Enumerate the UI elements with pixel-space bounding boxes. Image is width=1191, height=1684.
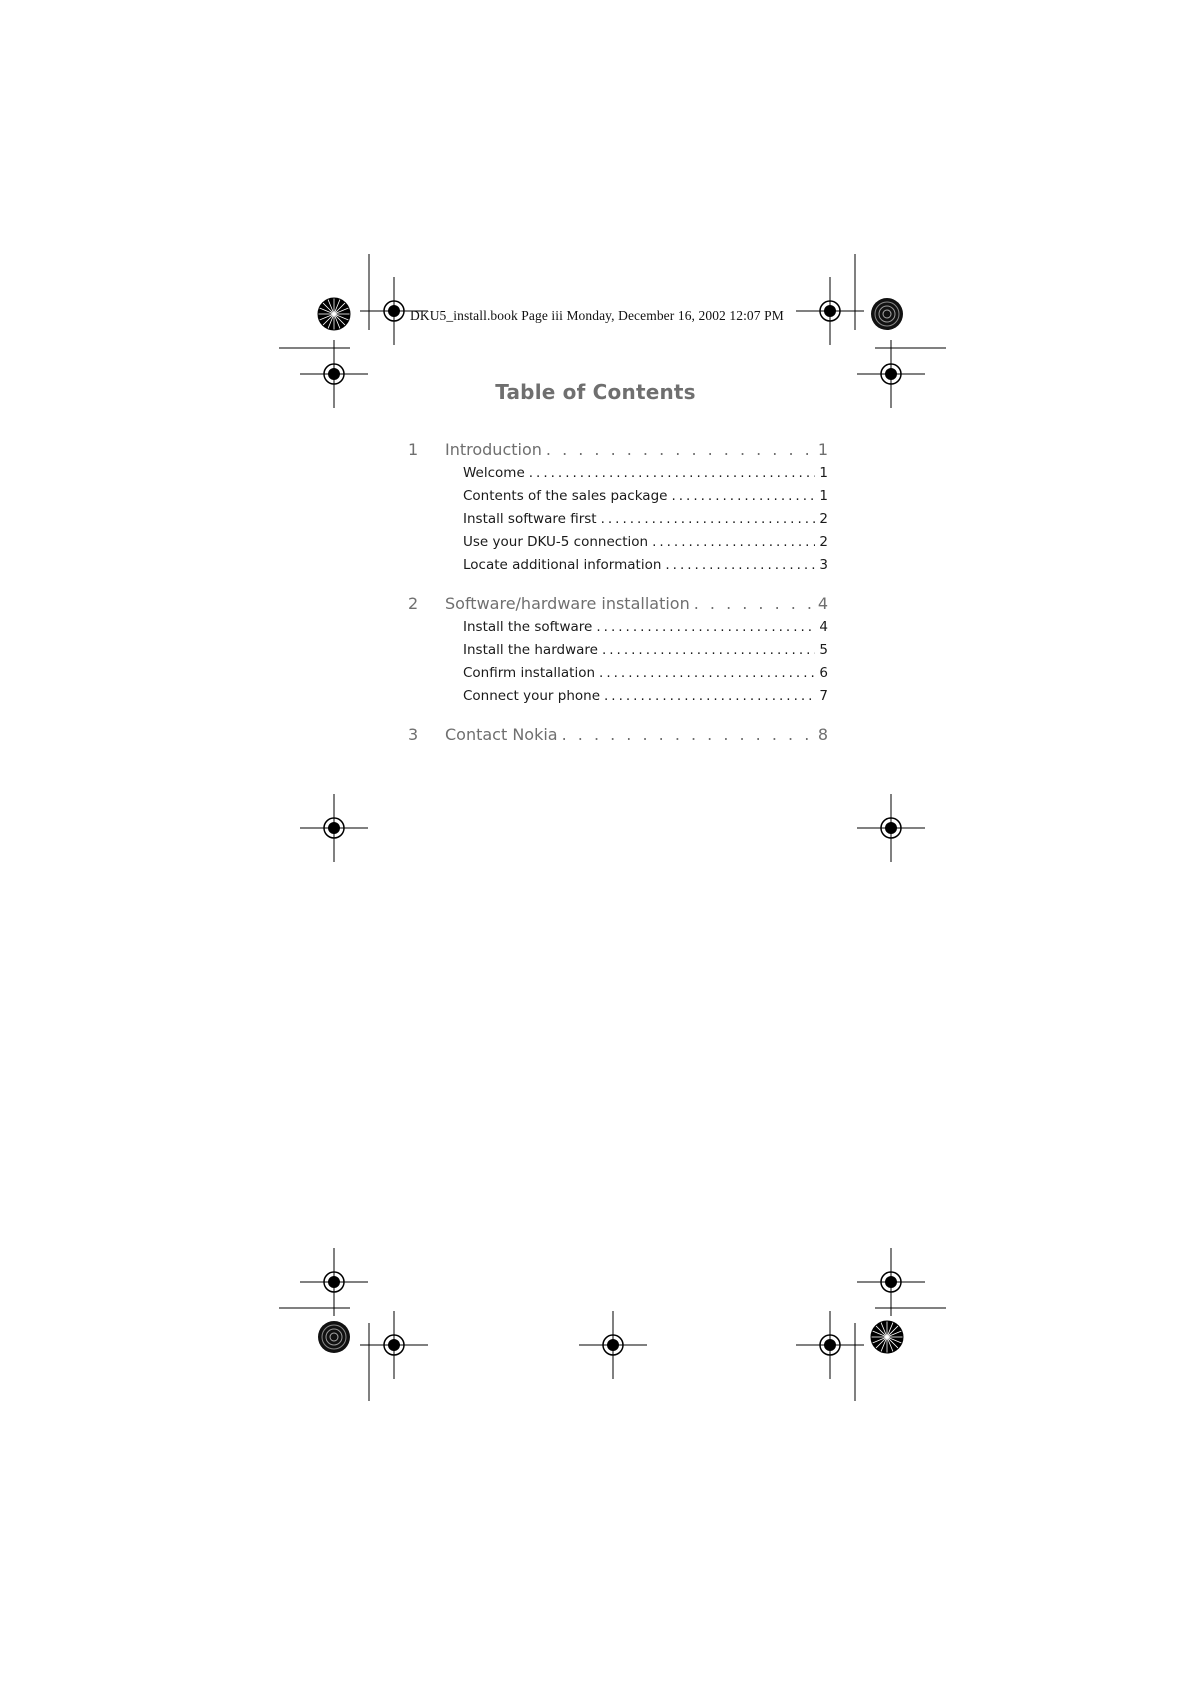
- toc-section-entry[interactable]: [408, 534, 828, 557]
- section-title: Install software first: [463, 511, 597, 527]
- toc-section-entry[interactable]: [408, 688, 828, 711]
- color-ring-bottom-left: [318, 1321, 350, 1353]
- dot-leader: [602, 642, 815, 658]
- page-number: 1: [819, 488, 828, 504]
- section-title: Locate additional information: [463, 557, 662, 573]
- page-number: 4: [819, 619, 828, 635]
- color-ring-top-right: [871, 298, 903, 330]
- toc-chapter-entry[interactable]: [408, 725, 828, 750]
- toc-section-entry[interactable]: [408, 557, 828, 580]
- toc-section-entry[interactable]: [408, 488, 828, 511]
- section-title: Connect your phone: [463, 688, 601, 704]
- chapter-number: 2: [408, 594, 419, 613]
- dot-leader: [562, 725, 814, 744]
- toc-section-entry[interactable]: [408, 619, 828, 642]
- table-of-contents: [408, 440, 828, 764]
- chapter-number: 3: [408, 725, 419, 744]
- section-title: Contents of the sales package: [463, 488, 668, 504]
- toc-section-entry[interactable]: [408, 665, 828, 688]
- dot-leader: [652, 534, 815, 550]
- toc-section-entry[interactable]: [408, 465, 828, 488]
- page-number: 4: [817, 594, 828, 613]
- chapter-title: Introduction: [445, 440, 542, 459]
- toc-section-entry[interactable]: [408, 642, 828, 665]
- dot-leader: [671, 488, 815, 504]
- toc-chapter-entry[interactable]: [408, 594, 828, 619]
- dot-leader: [599, 665, 815, 681]
- toc-chapter: [408, 725, 828, 750]
- print-slug: DKU5_install.book Page iii Monday, December 16, 2002 12:07 PM: [410, 308, 784, 323]
- color-wheel-top-left: [318, 298, 350, 330]
- dot-leader: [529, 465, 816, 481]
- dot-leader: [596, 619, 815, 635]
- section-title: Use your DKU-5 connection: [463, 534, 649, 550]
- section-title: Install the software: [463, 619, 593, 635]
- page-number: 6: [819, 665, 828, 681]
- toc-chapter: [408, 594, 828, 711]
- page-number: 8: [817, 725, 828, 744]
- chapter-title: Software/hardware installation: [445, 594, 690, 613]
- page-number: 2: [819, 511, 828, 527]
- dot-leader: [546, 440, 814, 459]
- section-title: Confirm installation: [463, 665, 596, 681]
- page-number: 5: [819, 642, 828, 658]
- toc-section-entry[interactable]: [408, 511, 828, 534]
- section-title: Install the hardware: [463, 642, 598, 658]
- dot-leader: [665, 557, 815, 573]
- chapter-title: Contact Nokia: [445, 725, 558, 744]
- chapter-number: 1: [408, 440, 419, 459]
- toc-chapter: [408, 440, 828, 580]
- page-title: Table of Contents: [495, 380, 696, 404]
- dot-leader: [604, 688, 815, 704]
- page-number: 7: [819, 688, 828, 704]
- page-number: 2: [819, 534, 828, 550]
- page-number: 1: [819, 465, 828, 481]
- page-number: 3: [819, 557, 828, 573]
- dot-leader: [694, 594, 814, 613]
- section-title: Welcome: [463, 465, 525, 481]
- dot-leader: [601, 511, 816, 527]
- page-number: 1: [817, 440, 828, 459]
- color-wheel-bottom-right: [871, 1321, 903, 1353]
- toc-chapter-entry[interactable]: [408, 440, 828, 465]
